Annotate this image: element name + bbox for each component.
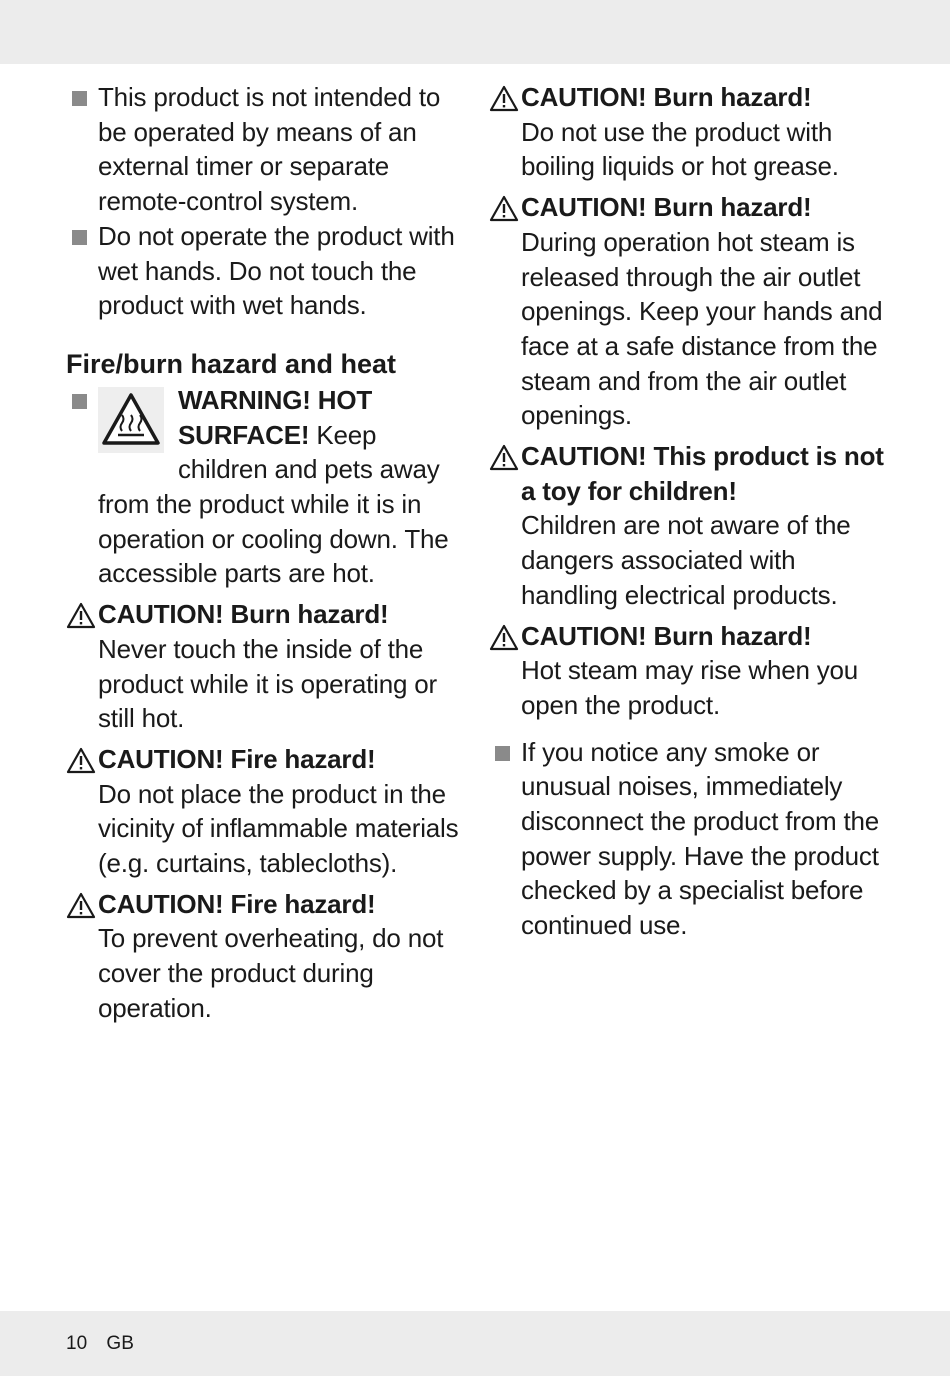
caution-title: CAUTION! Burn hazard!	[98, 599, 389, 630]
caution-item	[489, 439, 889, 613]
caution-item	[66, 742, 461, 881]
caution-item	[489, 619, 889, 723]
caution-title: CAUTION! Fire hazard!	[98, 888, 376, 919]
caution-title: CAUTION! Burn hazard!	[521, 82, 812, 112]
warning-triangle-icon	[489, 624, 519, 651]
bullet-square-icon	[72, 230, 87, 245]
caution-title: CAUTION! Burn hazard!	[521, 192, 812, 223]
caution-title: CAUTION! Burn hazard!	[521, 620, 812, 651]
right-column	[489, 80, 889, 943]
warning-triangle-icon	[66, 892, 96, 919]
caution-item	[66, 597, 461, 736]
caution-item	[66, 887, 461, 1026]
caution-title: CAUTION! Fire hazard!	[98, 743, 376, 774]
bullet-text: If you notice any smoke or unusual noises, immediately disconnect the product from the power supply. Have the product checked by a specialist before continued use.	[521, 736, 880, 941]
hot-surface-warning	[66, 383, 461, 591]
header-band	[0, 0, 950, 64]
caution-text: Do not place the product in the vicinity of inflammable materials (e.g. curtains, tablecloths).	[98, 778, 459, 879]
bullet-square-icon	[72, 91, 87, 106]
bullet-item	[489, 735, 889, 943]
caution-text: Never touch the inside of the product while it is operating or still hot.	[98, 633, 438, 734]
warning-title: WARNING! HOT SURFACE!	[178, 384, 373, 450]
warning-triangle-icon	[489, 195, 519, 222]
bullet-square-icon	[72, 394, 87, 409]
language-code: GB	[106, 1333, 134, 1354]
caution-text: Children are not aware of the dangers associated with handling electrical products.	[521, 510, 851, 610]
page-number: 10	[66, 1333, 88, 1354]
warning-triangle-icon	[489, 444, 519, 471]
bullet-text: This product is not intended to be operated by means of an external timer or separate remote-control system.	[98, 82, 441, 217]
warning-triangle-icon	[66, 602, 96, 629]
left-column	[66, 80, 461, 1026]
caution-text: Hot steam may rise when you open the product.	[521, 655, 859, 720]
caution-item	[489, 80, 889, 184]
bullet-item	[66, 219, 461, 323]
warning-text: Keep children and pets away from the product while it is in operation or cooling down. The accessible parts are hot.	[98, 419, 449, 589]
caution-text: Do not use the product with boiling liquids or hot grease.	[521, 116, 839, 182]
bullet-text: Do not operate the product with wet hands. Do not touch the product with wet hands.	[98, 220, 455, 321]
bullet-square-icon	[495, 746, 510, 761]
caution-text: To prevent overheating, do not cover the product during operation.	[98, 923, 444, 1023]
caution-title: CAUTION! This product is not a toy for children!	[521, 441, 884, 506]
warning-triangle-icon	[489, 85, 519, 112]
page-footer	[66, 1333, 148, 1355]
caution-text: During operation hot steam is released through the air outlet openings. Keep your hands and face at a safe distance from the steam and from the air outlet openings.	[521, 226, 883, 431]
section-heading: Fire/burn hazard and heat	[66, 348, 397, 379]
hot-surface-warning-sign-icon	[98, 387, 164, 453]
caution-item	[489, 190, 889, 433]
bullet-item	[66, 80, 461, 219]
warning-triangle-icon	[66, 747, 96, 774]
